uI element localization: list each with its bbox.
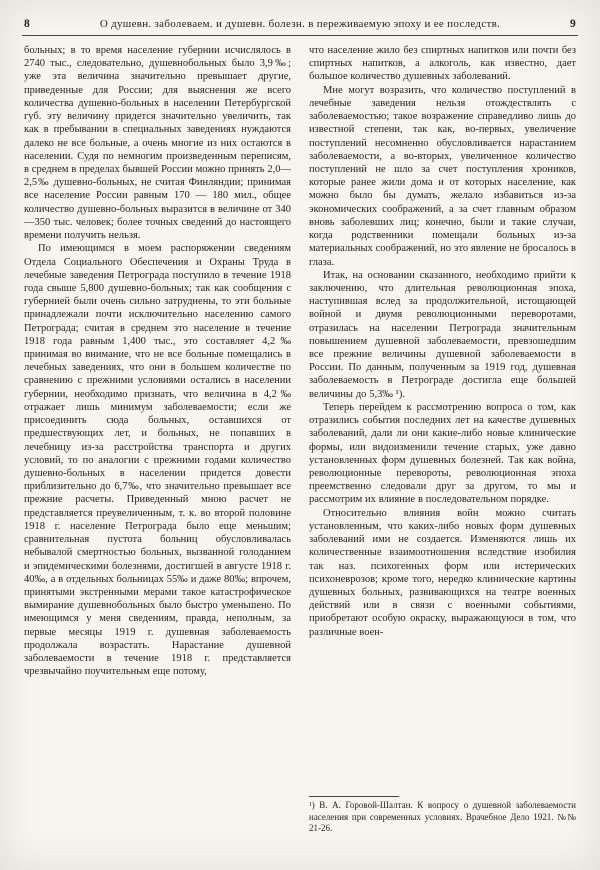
running-title: О душевн. заболеваем. и душевн. болезн. в переживаемую эпоху и ее последств. [99, 18, 501, 30]
right-column [309, 44, 576, 844]
page-header [0, 0, 600, 33]
footnote-text: ¹) В. А. Горовой-Шалтан. К вопросу о душевной заболеваемости населения при современных условиях. Врачебное Дело 1921. №№ 21-26. [309, 800, 576, 833]
paragraph: Относительно влияния войн можно считать установленным, что каких-либо новых форм душевных заболеваний ими не создается. Изменяются лишь их количественные взаимоотношения вследствие изобилия так наз. психогенных форм или истерических психоневрозов; кроме того, нередко клинические картины душевных больных, развивающихся на театре военных действий или в связи с военными событиями, приобретают особую окраску, выражающуюся в том, что различные воен- [309, 507, 576, 638]
paragraph: больных; в то время население губернии исчислялось в 2740 тыс., следовательно, душевнобольных было 3,9‰; уже эта величина значительно превышает другие, приведенные для России; для выяснения же всего количества душевно-больных в населении Петербургской губ. эту величину придется значительно увеличить, так как в пребывании в специальных заведениях нуждаются далеко не все больные, а очень многие из них остаются в населении. Судя по немногим произведенным переписям, в среднем в пределах бывшей России можно принять 2,0—2,5‰ душевно-больных, не считая Финляндии; принимая все население России равным 170 — 180 мил., общее количество душевно-больных выразится в величине от 340—350 тыс. человек; более точных сведений до настоящего времени получить нельзя. [24, 45, 291, 242]
left-page-number: 8 [24, 18, 31, 30]
paragraph: Мне могут возразить, что количество поступлений в лечебные заведения нельзя отождествлять с заболеваемостью; такое возражение справедливо лишь до известной степени, так как, во-первых, увеличение поступлений несомненно обусловливается нарастанием заболеваемости, а во-вторых, увеличенное количество поступлений не шло за счет поступления хроников, которые ранее жили дома и от которых население, как можно было бы думать, желало избавиться из-за экономических соображений, а за счет главным образом вновь заболевших лиц; конечно, были и такие случаи, когда родственники помещали больных из-за материальных соображений, но это явление не бросалось в глаза. [309, 84, 576, 268]
left-column [24, 44, 291, 844]
paragraph: По имеющимся в моем распоряжении сведениям Отдела Социального Обеспечения и Охраны Труда в лечебные заведения Петрограда поступило в течение 1918 года свыше 5,800 душевно-больных; так как сообщения с губернией были очень сильно затруднены, то эти больные принадлежали почти исключительно населению самого Петрограда; считая в среднем это население в течение 1918 года равным 1,400 тыс., это составляет 4,2‰ принимая во внимание, что не все больные помещались в лечебных заведениях, что они в большем количестве по сравнению с прежними условиями остались в населении губернии, необходимо признать, что величина в 4,2‰ отражает лишь минимум заболеваемости; если же присоединить сюда больных, оставшихся от предшествующих лет, и больных, не попавших в лечебницу из-за расстройства транспорта и других условий, то по аналогии с прежними годами количество душевно-больных в населении придется довести приблизительно до 6,7‰, что значительно превышает все прежние расчеты. Приведенный мною расчет не представляется преувеличенным, т. к. во второй половине 1918 г. население Петрограда было еще меньшим; сравнительная пустота больниц обусловливалась небывалой смертностью больных, вызванной голоданием и эпидемическими болезнями, достигшей в августе 1918 г. 40‰, а в отдельных больницах 55‰ и даже 80‰; впрочем, принятыми экстренными мерами такое катастрофическое вымирание душевнобольных было быстро уменьшено. По имеющимся у меня сведениям, правда, неполным, за первые месяцы 1919 г. душевная заболеваемость продолжала возрастать. Нарастание душевной заболеваемости в течение 1918 г. представляется чрезвычайно поучительным еще потому, [24, 243, 291, 678]
footnote-rule [309, 796, 399, 797]
paragraph: Итак, на основании сказанного, необходимо прийти к заключению, что длительная революционная эпоха, наступившая вслед за продолжительной, истощающей войной и двумя революционными переворотами, отразилась на населении Петрограда значительным повышением душевной заболеваемости, превзошедшим все прежние величины душевной заболеваемости в России. По данным, полученным за 1919 год, душевная заболеваемость в Петрограде достигла еще большей величины до 5,3‰ ¹). [309, 269, 576, 400]
text-columns [0, 44, 600, 844]
paragraph: Теперь перейдем к рассмотрению вопроса о том, как отразились события последних лет на качестве душевных заболеваний, дали ли они какие-либо новые клинические формы, или видоизменили течение старых, уже давно установленных форм душевных болезней. Так как война, революционные перевороты, революционная эпоха преемственно следовали друг за другом, то мы и рассмотрим их влияние в последовательном порядке. [309, 401, 576, 506]
right-page-number: 9 [569, 18, 576, 30]
header-rule [22, 35, 578, 36]
paragraph: что население жило без спиртных напитков или почти без спиртных напитков, а алкоголь, как известно, дает большое количество душевных заболеваний. [309, 45, 576, 83]
footnote-block [309, 790, 576, 844]
